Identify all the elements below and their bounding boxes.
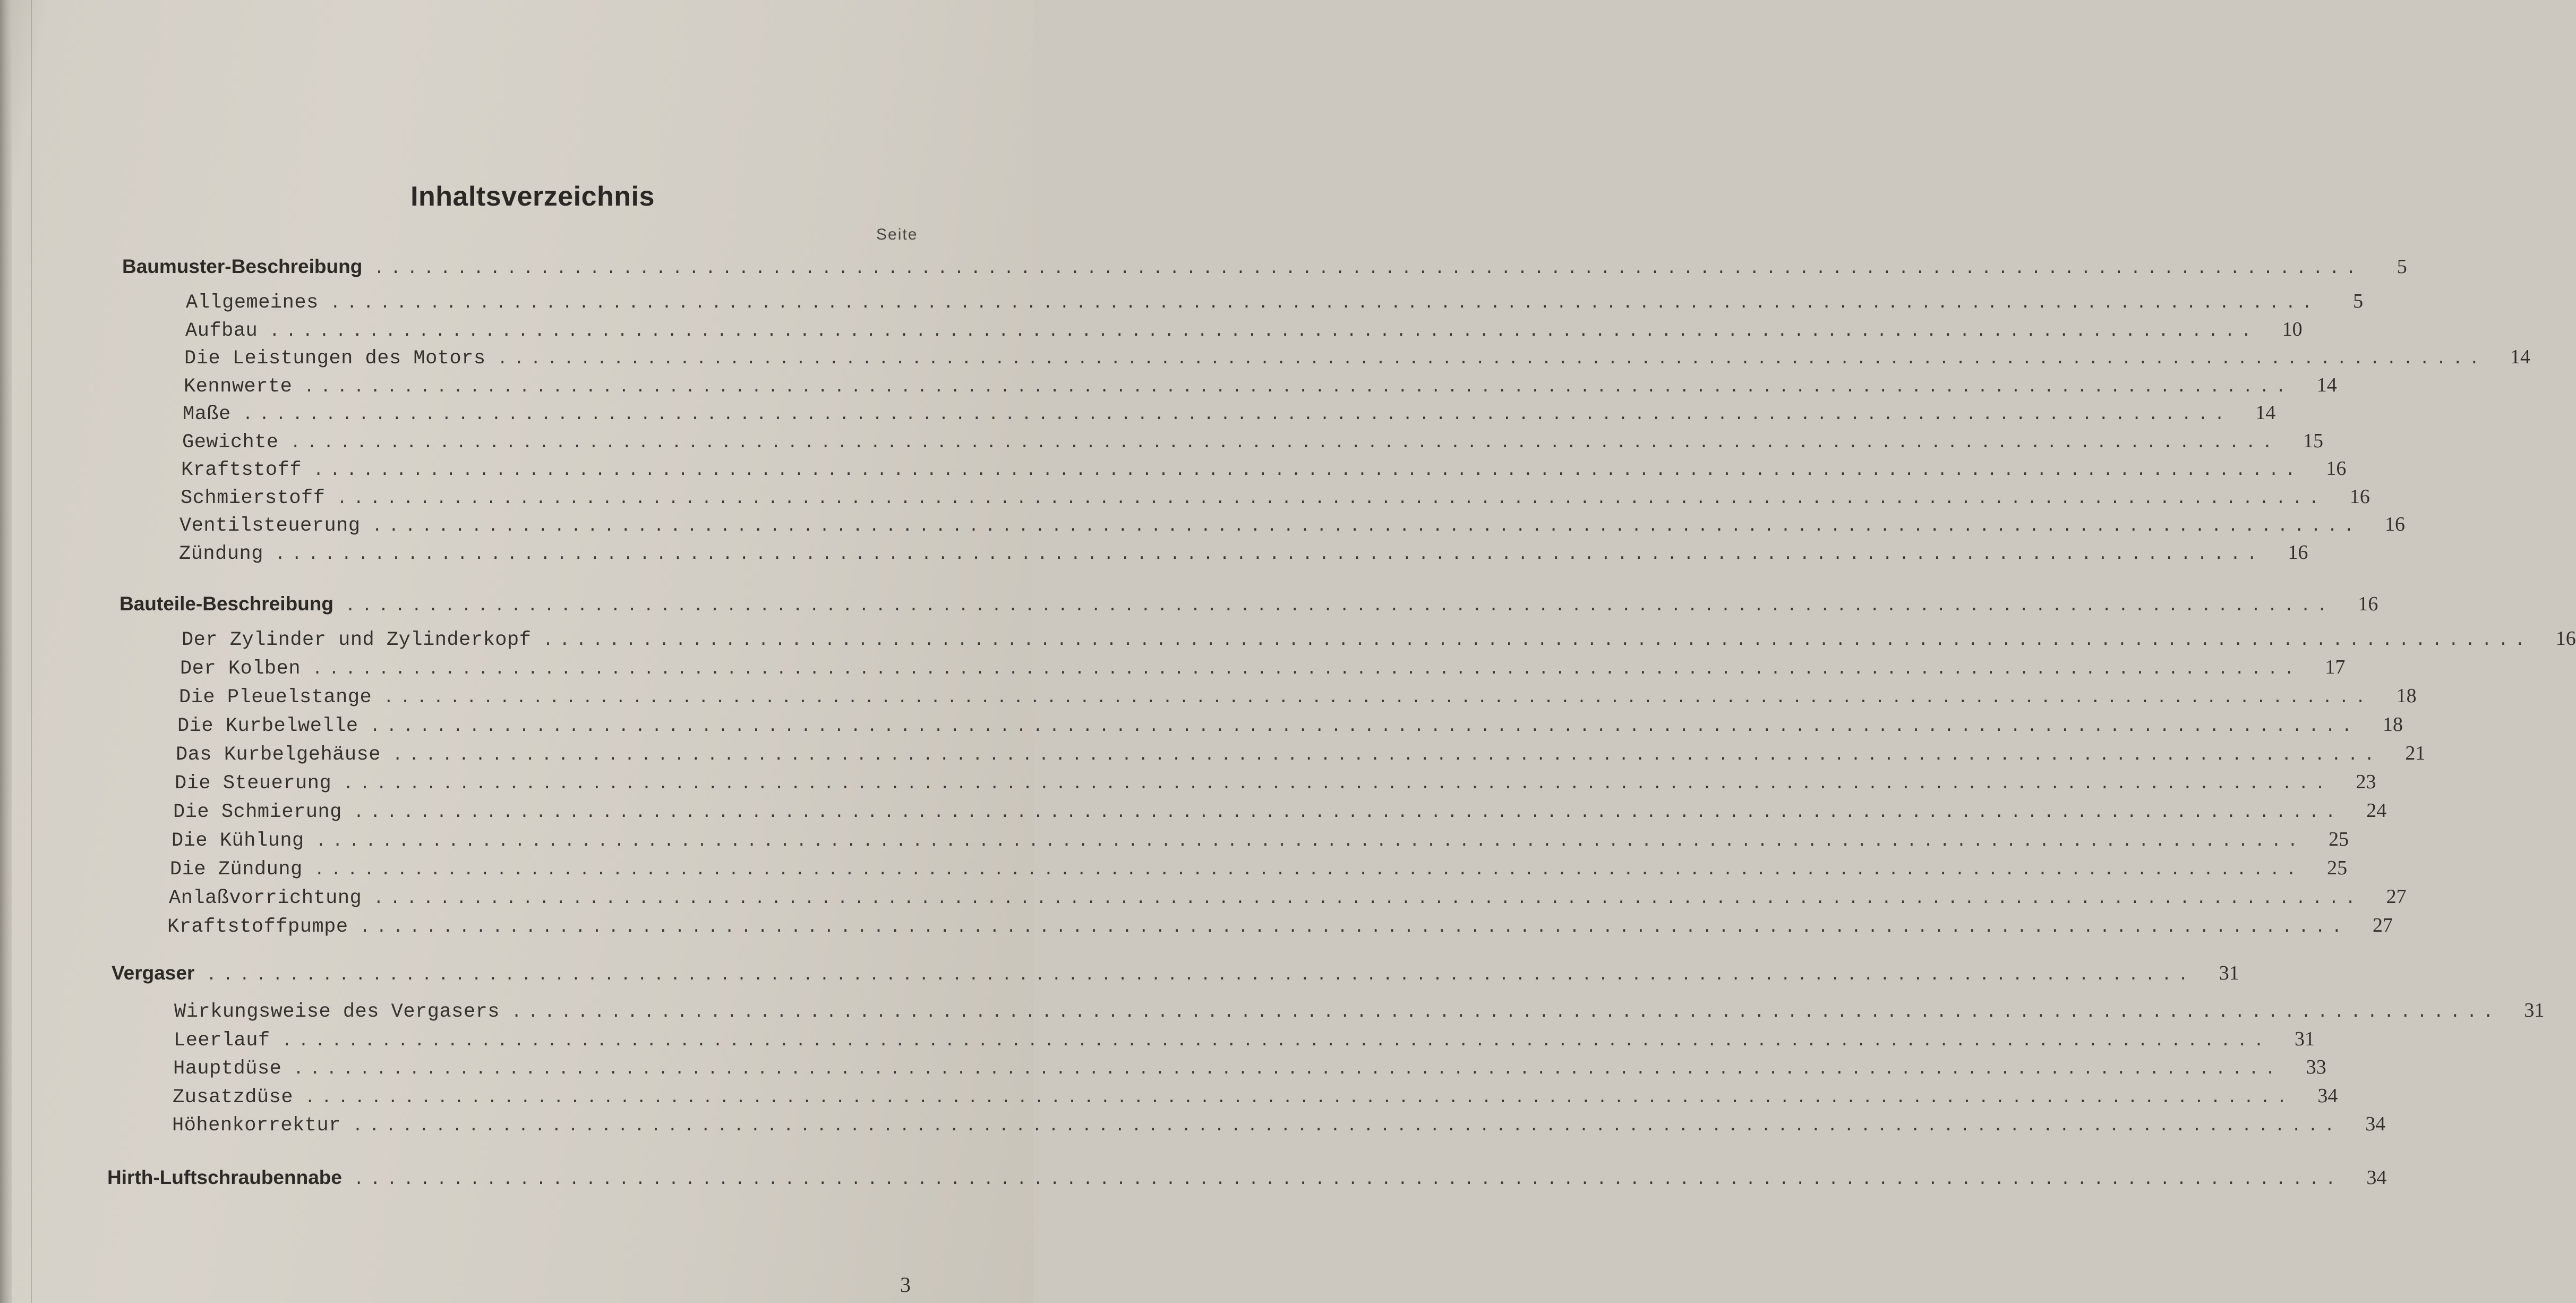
dot-leader: ........................................................................................................................ — [330, 293, 2319, 313]
page-reference: 18 — [2396, 685, 2417, 707]
entry-label: Ventilsteuerung — [179, 515, 361, 537]
page-reference: 18 — [2382, 713, 2403, 736]
dot-leader: ........................................................................................................................ — [304, 377, 2292, 397]
toc-section-2 — [119, 592, 2378, 622]
page-reference: 5 — [2353, 290, 2364, 312]
toc-entry — [186, 289, 2364, 319]
toc-entry — [182, 429, 2324, 459]
entry-label: Das Kurbelgehäuse — [176, 744, 381, 766]
entry-label: Allgemeines — [186, 292, 319, 314]
page-reference: 34 — [2366, 1166, 2387, 1189]
entry-label: Kraftstoff — [181, 459, 302, 481]
toc-entry — [172, 828, 2349, 857]
page-reference: 16 — [2384, 513, 2405, 535]
page-reference: 16 — [2326, 457, 2347, 480]
page-column-header: Seite — [876, 226, 918, 243]
entry-label: Hauptdüse — [173, 1058, 282, 1080]
toc-entry — [176, 742, 2426, 771]
toc-entry — [173, 799, 2387, 829]
page-reference: 16 — [2288, 541, 2308, 564]
toc-entry — [185, 318, 2303, 347]
section-label: Vergaser — [112, 962, 195, 984]
page-reference: 15 — [2303, 430, 2324, 452]
entry-label: Kraftstoffpumpe — [167, 916, 348, 938]
page-reference: 10 — [2282, 318, 2303, 340]
dot-leader: ........................................................................................................................ — [374, 259, 2363, 278]
dot-leader: ........................................................................................................................ — [372, 516, 2360, 536]
dot-leader: ........................................................................................................................ — [353, 803, 2342, 822]
toc-entry — [184, 373, 2337, 403]
toc-entry — [179, 513, 2405, 542]
toc-section-3 — [112, 961, 2239, 991]
toc-section-1 — [122, 255, 2407, 285]
toc-entry — [169, 885, 2407, 915]
page-title: Inhaltsverzeichnis — [410, 181, 655, 212]
page-reference: 14 — [2255, 402, 2276, 424]
toc-entry — [184, 345, 2530, 375]
page-reference: 27 — [2386, 885, 2407, 908]
entry-label: Die Zündung — [170, 858, 303, 881]
entry-label: Die Pleuelstange — [179, 686, 372, 709]
page-reference: 34 — [2317, 1085, 2338, 1107]
dot-leader: ........................................................................................................................ — [345, 596, 2334, 616]
section-label: Hirth-Luftschraubennabe — [107, 1166, 342, 1188]
entry-label: Zusatzdüse — [173, 1086, 294, 1109]
dot-leader: ........................................................................................................................ — [392, 745, 2381, 765]
toc-entry — [182, 627, 2576, 657]
page-reference: 5 — [2397, 256, 2407, 278]
entry-label: Aufbau — [185, 320, 258, 342]
entry-label: Der Zylinder und Zylinderkopf — [182, 629, 532, 651]
entry-label: Leerlauf — [174, 1029, 270, 1052]
dot-leader: ........................................................................................................................ — [543, 631, 2531, 650]
dot-leader: ........................................................................................................................ — [352, 1116, 2341, 1136]
dot-leader: ........................................................................................................................ — [290, 433, 2279, 453]
page-reference: 31 — [2524, 999, 2545, 1021]
page-reference: 31 — [2219, 962, 2239, 984]
entry-label: Die Kurbelwelle — [177, 715, 358, 737]
page-reference: 27 — [2372, 914, 2393, 936]
page-reference: 25 — [2329, 828, 2349, 850]
toc-entry — [174, 999, 2545, 1028]
dot-leader: ........................................................................................................................ — [242, 405, 2231, 424]
dot-leader: ........................................................................................................................ — [343, 774, 2332, 794]
dot-leader: ........................................................................................................................ — [313, 461, 2302, 480]
entry-label: Schmierstoff — [181, 487, 326, 509]
page-number: 3 — [900, 1273, 911, 1297]
dot-leader: ........................................................................................................................ — [383, 688, 2372, 708]
page-reference: 21 — [2405, 742, 2426, 764]
page-reference: 33 — [2306, 1056, 2326, 1078]
dot-leader: ........................................................................................................................ — [305, 1088, 2293, 1108]
entry-label: Gewichte — [182, 431, 279, 454]
entry-label: Kennwerte — [184, 376, 293, 398]
dot-leader: ........................................................................................................................ — [315, 831, 2305, 851]
toc-entry — [173, 1084, 2338, 1114]
toc-entry — [172, 1112, 2386, 1142]
dot-leader: ........................................................................................................................ — [312, 659, 2301, 679]
toc-entry — [177, 713, 2403, 743]
page-reference: 23 — [2356, 771, 2376, 793]
toc-entry — [179, 541, 2308, 570]
dot-leader: ........................................................................................................................ — [373, 889, 2362, 908]
toc-entry — [174, 1027, 2315, 1057]
entry-label: Die Steuerung — [175, 772, 332, 795]
dot-leader: ........................................................................................................................ — [337, 489, 2325, 508]
page-reference: 34 — [2365, 1113, 2386, 1135]
dot-leader: ........................................................................................................................ — [511, 1002, 2500, 1022]
dot-leader: ........................................................................................................................ — [269, 321, 2258, 341]
toc-entry — [180, 655, 2346, 685]
section-label: Bauteile-Beschreibung — [119, 593, 333, 615]
toc-entry — [175, 770, 2376, 800]
toc-section-4 — [107, 1166, 2387, 1196]
dot-leader: ........................................................................................................................ — [370, 717, 2358, 736]
entry-label: Die Kühlung — [172, 830, 304, 852]
dot-leader: ........................................................................................................................ — [314, 860, 2303, 880]
entry-label: Anlaßvorrichtung — [169, 887, 362, 909]
page-reference: 16 — [2358, 593, 2378, 615]
dot-leader: ........................................................................................................................ — [275, 544, 2264, 564]
entry-label: Der Kolben — [180, 658, 301, 680]
entry-label: Höhenkorrektur — [172, 1114, 341, 1137]
toc-entry — [173, 1055, 2326, 1085]
toc-entry — [179, 684, 2417, 714]
dot-leader: ........................................................................................................................ — [281, 1031, 2271, 1051]
toc-entry — [167, 914, 2393, 943]
page-reference: 24 — [2366, 799, 2387, 822]
toc-entry — [181, 485, 2370, 515]
page-reference: 16 — [2349, 486, 2370, 508]
page-reference: 31 — [2295, 1028, 2315, 1050]
entry-label: Die Schmierung — [173, 801, 342, 823]
entry-label: Zündung — [179, 543, 263, 565]
page-reference: 17 — [2325, 656, 2346, 678]
toc-entry — [181, 457, 2347, 487]
dot-leader: ........................................................................................................................ — [360, 917, 2348, 937]
toc-entry — [170, 856, 2348, 886]
section-label: Baumuster-Beschreibung — [122, 256, 363, 277]
page-reference: 14 — [2316, 374, 2337, 396]
page-reference: 25 — [2327, 857, 2348, 879]
dot-leader: ........................................................................................................................ — [353, 1170, 2342, 1189]
dot-leader: ........................................................................................................................ — [206, 965, 2195, 985]
page-reference: 16 — [2555, 627, 2576, 650]
dot-leader: ........................................................................................................................ — [293, 1059, 2282, 1079]
toc-entry — [183, 401, 2276, 431]
page-reference: 14 — [2510, 346, 2530, 368]
entry-label: Die Leistungen des Motors — [184, 347, 486, 370]
entry-label: Maße — [183, 403, 231, 425]
dot-leader: ........................................................................................................................ — [497, 349, 2486, 369]
entry-label: Wirkungsweise des Vergasers — [174, 1001, 500, 1023]
